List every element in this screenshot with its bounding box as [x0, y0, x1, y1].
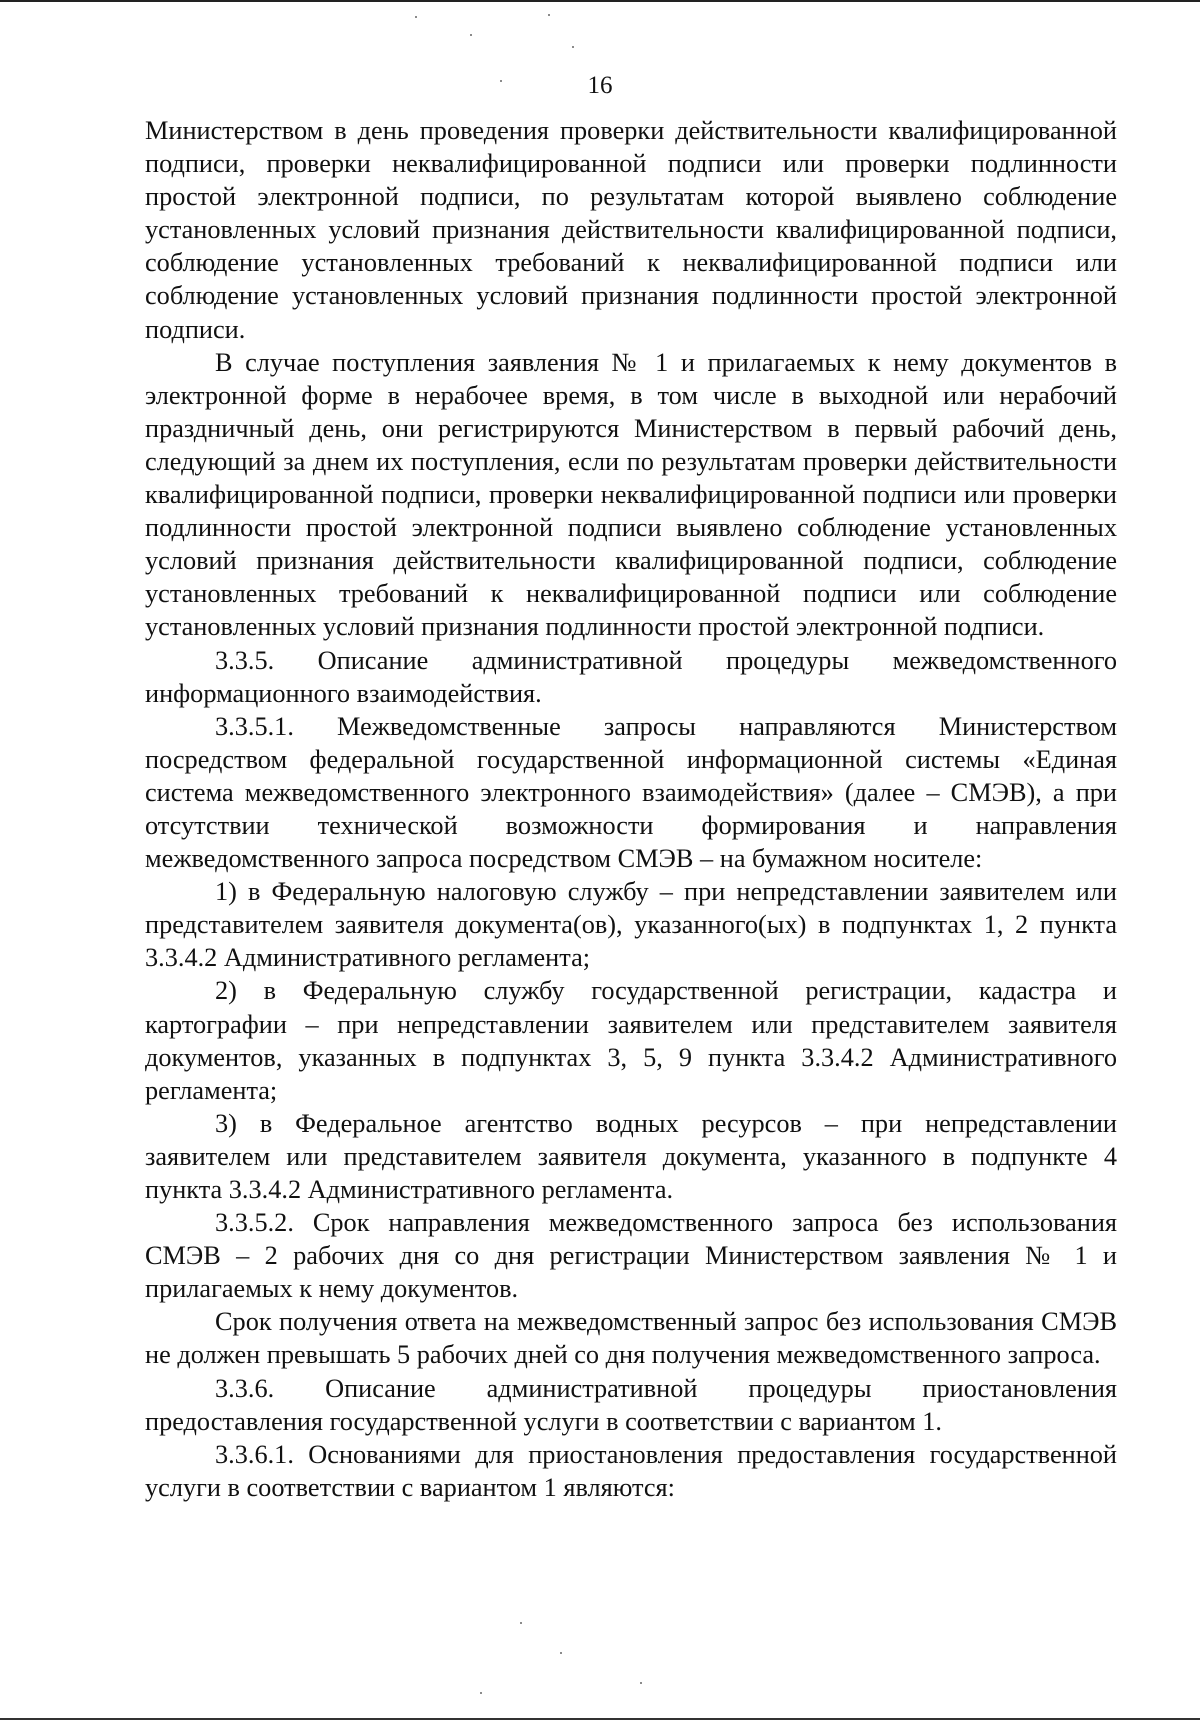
list-item: 3) в Федеральное агентство водных ресурсов – при непредставлении заявителем или представителем заявителя документа, указанного в подпункте 4 пункта 3.3.4.2 Административного регламента. [145, 1108, 1117, 1204]
page-number: 16 [587, 72, 613, 99]
scan-speck [470, 34, 472, 36]
paragraph: 3.3.5.2. Срок направления межведомственного запроса без использования СМЭВ – 2 рабочих дня со дня регистрации Министерством заявления № 1 и прилагаемых к нему документов. [145, 1208, 1117, 1304]
scan-speck [572, 46, 574, 48]
paragraph: Министерством в день проведения проверки действительности квалифицированной подписи, проверки неквалифицированной подписи или проверки подлинности простой электронной подписи, по результатам которой выявлено соблюдение установленных условий признания действительности квалифицированной подписи, соблюдение установленных требований к неквалифицированной подписи или соблюдение установленных условий признания подлинности простой электронной подписи. [145, 116, 1117, 344]
paragraph: Срок получения ответа на межведомственный запрос без использования СМЭВ не должен превышать 5 рабочих дней со дня получения межведомственного запроса. [145, 1307, 1117, 1370]
scan-speck [520, 1622, 522, 1624]
section-heading: 3.3.6. Описание административной процедуры приостановления предоставления государственной услуги в соответствии с вариантом 1. [145, 1373, 1117, 1436]
paragraph: В случае поступления заявления № 1 и прилагаемых к нему документов в электронной форме в нерабочее время, в том числе в выходной или нерабочий праздничный день, они регистрируются Министерством в первый рабочий день, следующий за днем их поступления, если по результатам проверки действительности квалифицированной подписи, проверки неквалифицированной подписи или проверки подлинности простой электронной подписи выявлено соблюдение установленных условий признания действительности квалифицированной подписи, соблюдение установленных требований к неквалифицированной подписи или соблюдение установленных условий признания подлинности простой электронной подписи. [145, 347, 1117, 642]
scan-edge-line [0, 1718, 1200, 1720]
scan-speck [480, 1692, 482, 1694]
scan-speck [500, 80, 502, 82]
paragraph: 3.3.5.1. Межведомственные запросы направляются Министерством посредством федеральной государственной информационной системы «Единая система межведомственного электронного взаимодействия» (далее – СМЭВ), а при отсутствии технической возможности формирования и направления межведомственного запроса посредством СМЭВ – на бумажном носителе: [145, 711, 1117, 874]
document-body [145, 114, 1117, 1504]
scan-speck [640, 1682, 642, 1684]
scan-speck [548, 14, 550, 16]
list-item: 2) в Федеральную службу государственной регистрации, кадастра и картографии – при непредставлении заявителем или представителем заявителя документов, указанных в подпунктах 3, 5, 9 пункта 3.3.4.2 Административного регламента; [145, 976, 1117, 1105]
paragraph: 3.3.6.1. Основаниями для приостановления предоставления государственной услуги в соответствии с вариантом 1 являются: [145, 1439, 1117, 1502]
section-heading: 3.3.5. Описание административной процедуры межведомственного информационного взаимодействия. [145, 645, 1117, 708]
scan-speck [560, 1652, 562, 1654]
scan-speck [415, 16, 417, 18]
list-item: 1) в Федеральную налоговую службу – при непредставлении заявителем или представителем заявителя документа(ов), указанного(ых) в подпунктах 1, 2 пункта 3.3.4.2 Административного регламента; [145, 877, 1117, 973]
